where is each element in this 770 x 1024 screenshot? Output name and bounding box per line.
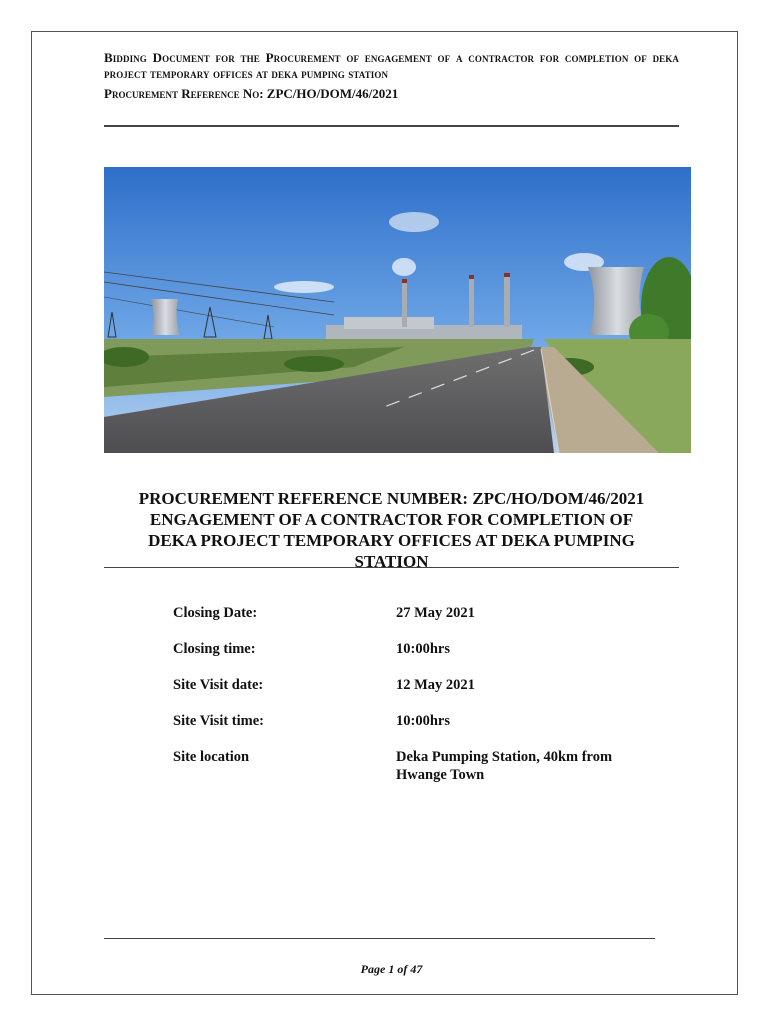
detail-row-closing-date [173,604,653,622]
power-station-photo [104,167,691,453]
detail-value: 10:00hrs [396,713,450,729]
title-divider [104,567,679,568]
detail-row-closing-time [173,640,653,658]
header-divider [104,125,679,127]
power-station-image [104,167,691,453]
bid-details [173,604,653,802]
header-reference: Procurement Reference No: ZPC/HO/DOM/46/2021 [104,86,399,101]
detail-label: Closing time: [173,641,256,657]
detail-value: 12 May 2021 [396,677,475,693]
detail-value: Deka Pumping Station, 40km from Hwange Town [396,749,613,783]
title-line-2: ENGAGEMENT OF A CONTRACTOR FOR COMPLETION OF [149,510,634,529]
detail-value: 10:00hrs [396,641,450,657]
detail-label: Site location [173,749,250,765]
detail-label: Closing Date: [173,605,258,621]
footer-divider [104,938,655,939]
detail-row-site-location [173,748,653,784]
page-number: Page 1 of 47 [360,962,423,976]
title-line-3: DEKA PROJECT TEMPORARY OFFICES AT DEKA PUMPING [148,531,635,550]
detail-row-site-visit-date [173,676,653,694]
detail-value: 27 May 2021 [396,605,475,621]
detail-label: Site Visit time: [173,713,265,729]
title-line-1: PROCUREMENT REFERENCE NUMBER: ZPC/HO/DOM/46/2021 [138,489,645,508]
detail-row-site-visit-time [173,712,653,730]
document-title [104,488,679,572]
title-line-4: STATION [354,552,429,571]
document-header [104,50,679,102]
header-title: Bidding Document for the Procurement of engagement of a contractor for completion of deka project temporary offices at deka pumping station [104,50,679,81]
detail-label: Site Visit date: [173,677,264,693]
